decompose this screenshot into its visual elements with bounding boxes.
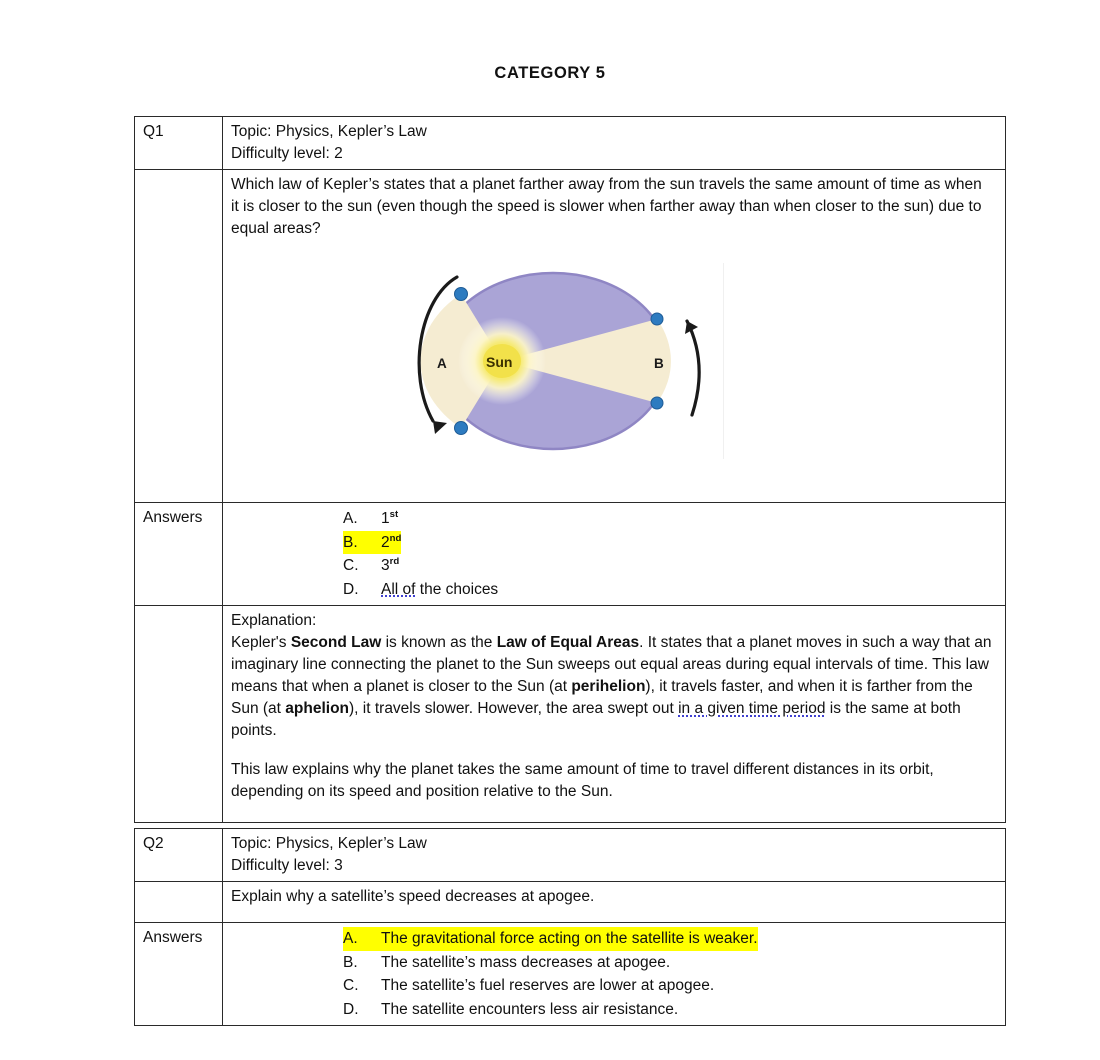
q2-option-b-text: The satellite’s mass decreases at apogee.	[381, 953, 671, 971]
explanation-paragraph-gap	[231, 742, 997, 759]
q1-prompt-cell	[223, 170, 1006, 503]
q2-prompt-text: Explain why a satellite’s speed decreases at apogee.	[231, 888, 595, 905]
grammar-underline: in a given time period	[678, 700, 826, 718]
q2-option-a-letter: A.	[343, 927, 381, 951]
q2-prompt-row	[135, 882, 1006, 923]
q1-answer-option-d[interactable]	[343, 578, 997, 602]
planet-dot-b-bottom	[651, 397, 663, 409]
term-second-law: Second Law	[290, 634, 382, 652]
spellcheck-underline: All of	[381, 580, 416, 598]
q1-explanation-row	[135, 606, 1006, 823]
q1-difficulty-line: Difficulty level: 2	[231, 145, 343, 162]
planet-dot-b-top	[651, 313, 663, 325]
q1-meta-cell	[223, 117, 1006, 170]
q1-header-row	[135, 117, 1006, 170]
q1-prompt-spacer-cell	[135, 170, 223, 503]
explanation-paragraph-2: This law explains why the planet takes the same amount of time to travel different distances in its orbit, depending on its speed and position relative to the Sun.	[231, 761, 934, 801]
q2-option-d-letter: D.	[343, 1000, 359, 1018]
q1-id-cell	[135, 117, 223, 170]
q2-meta-cell	[223, 829, 1006, 882]
q2-id-label: Q2	[143, 835, 164, 852]
q1-option-b-letter: B.	[343, 531, 381, 555]
q1-option-c-letter: C.	[343, 557, 359, 575]
q1-answers-cell	[223, 503, 1006, 606]
q2-option-b-letter: B.	[343, 953, 358, 971]
q1-option-b-text: 2nd	[381, 531, 401, 555]
q2-answer-option-c[interactable]	[343, 974, 997, 998]
motion-arrow-left-head	[433, 421, 447, 434]
sector-b-label: B	[654, 356, 664, 371]
q2-option-d-text: The satellite encounters less air resistance.	[381, 1000, 679, 1018]
q1-answers-label-cell	[135, 503, 223, 606]
q2-difficulty-line: Difficulty level: 3	[231, 857, 343, 874]
q1-option-d-letter: D.	[343, 580, 359, 598]
orbit-svg	[385, 257, 725, 473]
q1-id-label: Q1	[143, 123, 164, 140]
planet-dot-a-top	[455, 288, 468, 301]
q2-option-c-text: The satellite’s fuel reserves are lower at apogee.	[381, 977, 715, 995]
q2-option-c-letter: C.	[343, 977, 359, 995]
q2-answers-row	[135, 923, 1006, 1026]
q1-answers-row	[135, 503, 1006, 606]
term-law-of-equal-areas: Law of Equal Areas	[496, 634, 640, 652]
q1-topic-line: Topic: Physics, Kepler’s Law	[231, 123, 427, 140]
q2-answers-label: Answers	[143, 929, 203, 946]
planet-dot-a-bottom	[455, 422, 468, 435]
question-2-table	[134, 828, 1006, 1026]
q2-header-row	[135, 829, 1006, 882]
kepler-equal-areas-diagram	[385, 257, 885, 473]
q2-answers-cell	[223, 923, 1006, 1026]
q1-prompt-row	[135, 170, 1006, 503]
q2-prompt-spacer-cell	[135, 882, 223, 923]
q2-id-cell	[135, 829, 223, 882]
q2-answer-list	[231, 927, 997, 1021]
explanation-heading: Explanation:	[231, 612, 317, 630]
q2-prompt-cell	[223, 882, 1006, 923]
q2-answer-option-b[interactable]	[343, 951, 997, 975]
q1-prompt-text: Which law of Kepler’s states that a planet farther away from the sun travels the same amount of time as when it is closer to the sun (even though the speed is slower when farther away than when closer to the sun) due to equal areas?	[231, 176, 982, 237]
page-title: CATEGORY 5	[494, 64, 606, 82]
explanation-paragraph-1: Kepler's Second Law is known as the Law of Equal Areas. It states that a planet moves in such a way that an imaginary line connecting the planet to the Sun sweeps out equal areas during equal intervals of time. This law means that when a planet is closer to the Sun (at perihelion), it travels faster, and when it is farther from the Sun (at aphelion), it travels slower. However, the area swept out in a given time period is the same at both points.	[231, 634, 992, 740]
q2-option-a-text: The gravitational force acting on the satellite is weaker.	[381, 927, 758, 951]
q1-answer-option-c[interactable]	[343, 554, 997, 578]
sun-label: Sun	[486, 354, 513, 370]
q1-answer-list	[231, 507, 997, 601]
q2-topic-line: Topic: Physics, Kepler’s Law	[231, 835, 427, 852]
sector-a-label: A	[437, 356, 447, 371]
q1-answers-label: Answers	[143, 509, 203, 526]
q1-option-d-text: All of the choices	[381, 580, 499, 598]
q2-answer-option-d[interactable]	[343, 998, 997, 1022]
q1-explanation-spacer-cell	[135, 606, 223, 823]
q2-answer-option-a[interactable]	[343, 927, 758, 951]
motion-arrow-right-curve	[687, 321, 699, 415]
q1-answer-option-b[interactable]	[343, 531, 401, 555]
q2-answers-label-cell	[135, 923, 223, 1026]
q1-answer-option-a[interactable]	[343, 507, 997, 531]
q1-option-c-text: 3rd	[381, 555, 400, 575]
q1-option-a-text: 1st	[381, 508, 399, 527]
term-perihelion: perihelion	[571, 678, 646, 696]
term-aphelion: aphelion	[285, 700, 350, 718]
q1-explanation-cell	[223, 606, 1006, 823]
q1-option-a-letter: A.	[343, 510, 358, 527]
question-1-table	[134, 116, 1006, 823]
